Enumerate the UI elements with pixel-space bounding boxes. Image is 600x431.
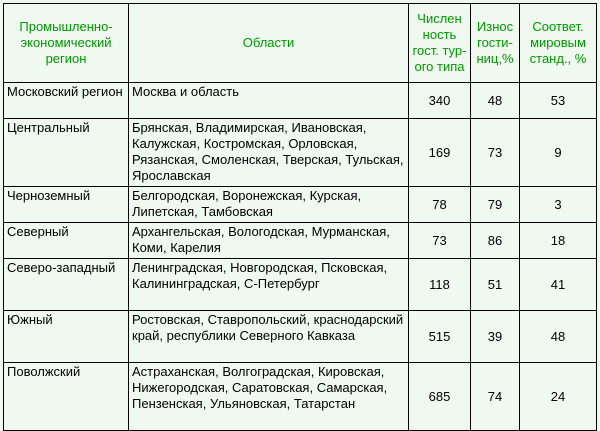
table-row	[4, 363, 597, 431]
areas-cell: Астраханская, Волгоградская, Кировская, Нижегородская, Саратовская, Самарская, Пензенская, Ульяновская, Татарстан	[129, 363, 409, 431]
count-cell: 78	[409, 187, 471, 223]
table-row	[4, 119, 597, 187]
region-cell: Северо-западный	[4, 259, 129, 311]
region-cell: Поволжский	[4, 363, 129, 431]
count-cell: 169	[409, 119, 471, 187]
standard-cell: 3	[520, 187, 597, 223]
region-cell: Черноземный	[4, 187, 129, 223]
wear-cell: 51	[471, 259, 520, 311]
wear-cell: 39	[471, 311, 520, 363]
table-header-row	[4, 4, 597, 83]
areas-cell: Архангельская, Вологодская, Мурманская, Коми, Карелия	[129, 223, 409, 259]
header-hotel-count: Числен ность гост. тур-ого типа	[409, 4, 471, 83]
count-cell: 685	[409, 363, 471, 431]
header-world-standard: Соответ. мировым станд., %	[520, 4, 597, 83]
hotel-regions-table	[3, 3, 597, 431]
table-row	[4, 259, 597, 311]
standard-cell: 18	[520, 223, 597, 259]
table-row	[4, 223, 597, 259]
header-region: Промышленно-экономический регион	[4, 4, 129, 83]
header-hotel-wear: Износ гости-ниц,%	[471, 4, 520, 83]
count-cell: 340	[409, 83, 471, 119]
standard-cell: 9	[520, 119, 597, 187]
wear-cell: 79	[471, 187, 520, 223]
areas-cell: Ленинградская, Новгородская, Псковская, Калининградская, С-Петербург	[129, 259, 409, 311]
table-row	[4, 187, 597, 223]
count-cell: 118	[409, 259, 471, 311]
areas-cell: Москва и область	[129, 83, 409, 119]
areas-cell: Белгородская, Воронежская, Курская, Липетская, Тамбовская	[129, 187, 409, 223]
standard-cell: 48	[520, 311, 597, 363]
areas-cell: Ростовская, Ставропольский, краснодарский край, республики Северного Кавказа	[129, 311, 409, 363]
table-row	[4, 311, 597, 363]
count-cell: 515	[409, 311, 471, 363]
standard-cell: 53	[520, 83, 597, 119]
standard-cell: 41	[520, 259, 597, 311]
header-areas: Области	[129, 4, 409, 83]
region-cell: Южный	[4, 311, 129, 363]
table-row	[4, 83, 597, 119]
wear-cell: 73	[471, 119, 520, 187]
areas-cell: Брянская, Владимирская, Ивановская, Калужская, Костромская, Орловская, Рязанская, Смоленская, Тверская, Тульская, Ярославская	[129, 119, 409, 187]
region-cell: Центральный	[4, 119, 129, 187]
count-cell: 73	[409, 223, 471, 259]
wear-cell: 48	[471, 83, 520, 119]
wear-cell: 86	[471, 223, 520, 259]
region-cell: Московский регион	[4, 83, 129, 119]
standard-cell: 24	[520, 363, 597, 431]
wear-cell: 74	[471, 363, 520, 431]
region-cell: Северный	[4, 223, 129, 259]
